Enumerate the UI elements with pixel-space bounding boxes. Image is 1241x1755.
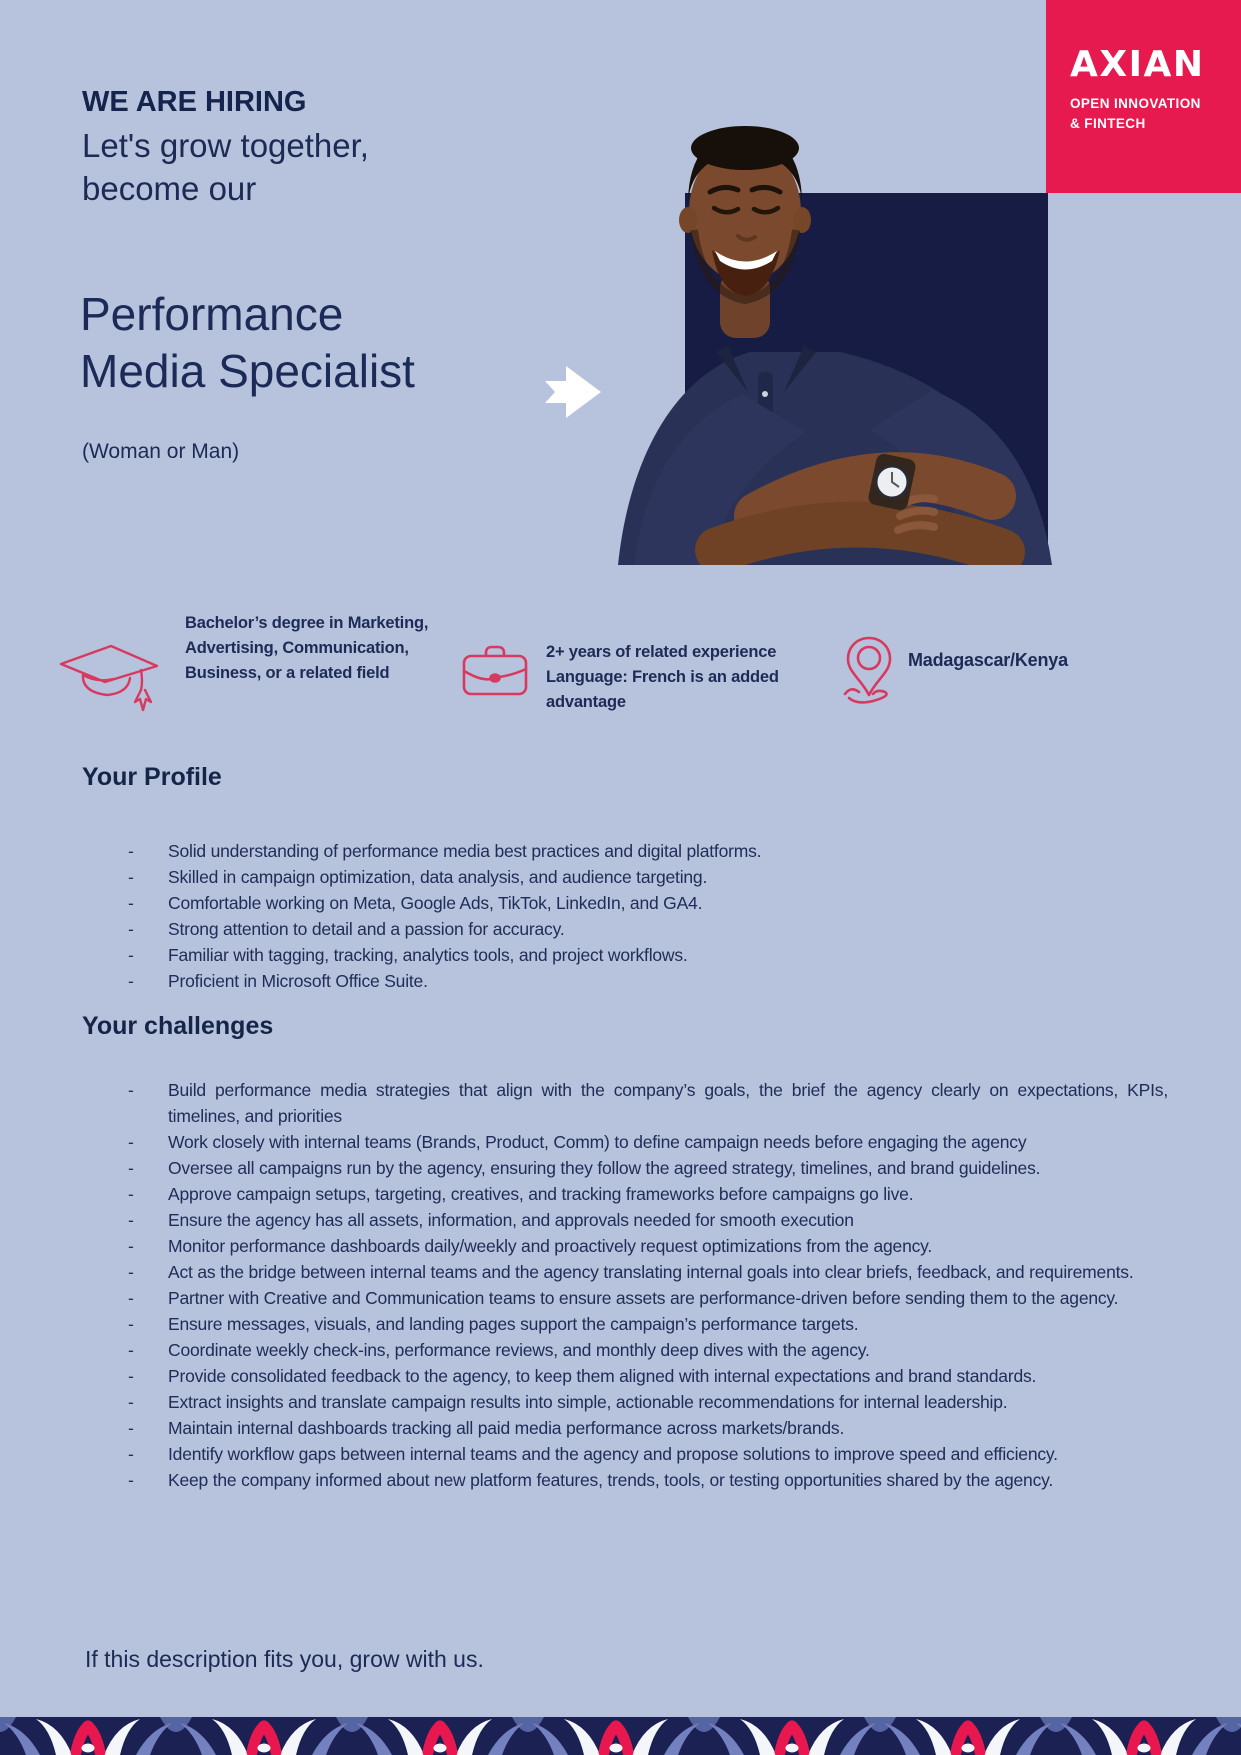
- job-subtitle: (Woman or Man): [82, 440, 240, 463]
- experience-line2: Language: French is an added advantage: [546, 668, 779, 711]
- list-item: - Monitor performance dashboards daily/weekly and proactively request optimizations from the agency.: [128, 1233, 1168, 1259]
- list-item: - Proficient in Microsoft Office Suite.: [128, 968, 1168, 994]
- profile-heading: Your Profile: [82, 763, 222, 791]
- job-title-line1: Performance: [80, 288, 344, 340]
- briefcase-icon: [461, 642, 529, 698]
- bullet-marker: -: [128, 1080, 134, 1100]
- challenges-list: [128, 1077, 1168, 1493]
- list-item: - Maintain internal dashboards tracking all paid media performance across markets/brands.: [128, 1415, 1168, 1441]
- hero-kicker: WE ARE HIRING: [82, 86, 307, 118]
- bullet-marker: -: [128, 1288, 134, 1308]
- graduation-cap-icon: [57, 634, 163, 714]
- list-item: - Keep the company informed about new platform features, trends, tools, or testing opportunities shared by the agency.: [128, 1467, 1168, 1493]
- bullet-marker: -: [128, 1184, 134, 1204]
- list-item: - Familiar with tagging, tracking, analytics tools, and project workflows.: [128, 942, 1168, 968]
- job-title: [80, 286, 415, 400]
- qualification-location-text: Madagascar/Kenya: [908, 650, 1068, 670]
- list-item: - Strong attention to detail and a passion for accuracy.: [128, 916, 1168, 942]
- qualification-degree-text: Bachelor’s degree in Marketing, Advertising, Communication, Business, or a related field: [185, 614, 429, 682]
- forward-arrow-icon: [545, 366, 601, 418]
- brand-tagline-line1: OPEN INNOVATION: [1070, 96, 1201, 111]
- person-photo: [600, 100, 1080, 565]
- list-item: - Extract insights and translate campaign results into simple, actionable recommendations for internal leadership.: [128, 1389, 1168, 1415]
- list-item: - Partner with Creative and Communication teams to ensure assets are performance-driven before sending them to the agency.: [128, 1285, 1168, 1311]
- qualification-experience-text: [546, 640, 810, 715]
- list-item: - Approve campaign setups, targeting, creatives, and tracking frameworks before campaigns go live.: [128, 1181, 1168, 1207]
- brand-tagline-line2: & FINTECH: [1070, 116, 1146, 131]
- bullet-marker: -: [128, 1314, 134, 1334]
- closing-line: If this description fits you, grow with us.: [85, 1646, 484, 1672]
- bullet-marker: -: [128, 1444, 134, 1464]
- bullet-marker: -: [128, 1262, 134, 1282]
- profile-list: [128, 838, 1168, 994]
- experience-line1: 2+ years of related experience: [546, 643, 777, 661]
- list-item: - Work closely with internal teams (Brands, Product, Comm) to define campaign needs before engaging the agency: [128, 1129, 1168, 1155]
- list-item: - Solid understanding of performance media best practices and digital platforms.: [128, 838, 1168, 864]
- challenges-heading: Your challenges: [82, 1012, 274, 1040]
- hero-intro-line1: Let's grow together,: [82, 127, 369, 164]
- bullet-marker: -: [128, 1418, 134, 1438]
- list-item: - Ensure messages, visuals, and landing pages support the campaign’s performance targets.: [128, 1311, 1168, 1337]
- bullet-marker: -: [128, 893, 134, 913]
- location-pin-icon: [843, 634, 895, 708]
- bullet-marker: -: [128, 919, 134, 939]
- hero-intro: [82, 124, 369, 210]
- list-item: - Coordinate weekly check-ins, performance reviews, and monthly deep dives with the agency.: [128, 1337, 1168, 1363]
- bullet-marker: -: [128, 1340, 134, 1360]
- bullet-marker: -: [128, 1392, 134, 1412]
- list-item: - Skilled in campaign optimization, data analysis, and audience targeting.: [128, 864, 1168, 890]
- bullet-marker: -: [128, 841, 134, 861]
- list-item: - Provide consolidated feedback to the agency, to keep them aligned with internal expectations and brand standards.: [128, 1363, 1168, 1389]
- bullet-marker: -: [128, 1132, 134, 1152]
- bullet-marker: -: [128, 971, 134, 991]
- bottom-border-pattern: [0, 1717, 1241, 1755]
- job-title-line2: Media Specialist: [80, 345, 415, 397]
- list-item: - Comfortable working on Meta, Google Ads, TikTok, LinkedIn, and GA4.: [128, 890, 1168, 916]
- bullet-marker: -: [128, 1210, 134, 1230]
- list-item: - Act as the bridge between internal teams and the agency translating internal goals into clear briefs, feedback, and requirements.: [128, 1259, 1168, 1285]
- list-item: - Oversee all campaigns run by the agency, ensuring they follow the agreed strategy, timelines, and brand guidelines.: [128, 1155, 1168, 1181]
- list-item: - Identify workflow gaps between internal teams and the agency and propose solutions to improve speed and efficiency.: [128, 1441, 1168, 1467]
- bullet-marker: -: [128, 945, 134, 965]
- bullet-marker: -: [128, 1236, 134, 1256]
- bullet-marker: -: [128, 867, 134, 887]
- brand-box: [1046, 0, 1241, 193]
- axian-logo: AXIAN: [1070, 44, 1205, 85]
- list-item: - Ensure the agency has all assets, information, and approvals needed for smooth execution: [128, 1207, 1168, 1233]
- hero-intro-line2: become our: [82, 170, 257, 207]
- bullet-marker: -: [128, 1366, 134, 1386]
- list-item: - Build performance media strategies that align with the company’s goals, the brief the agency clearly on expectations, KPIs, timelines, and priorities: [128, 1077, 1168, 1129]
- bullet-marker: -: [128, 1470, 134, 1490]
- bullet-marker: -: [128, 1158, 134, 1178]
